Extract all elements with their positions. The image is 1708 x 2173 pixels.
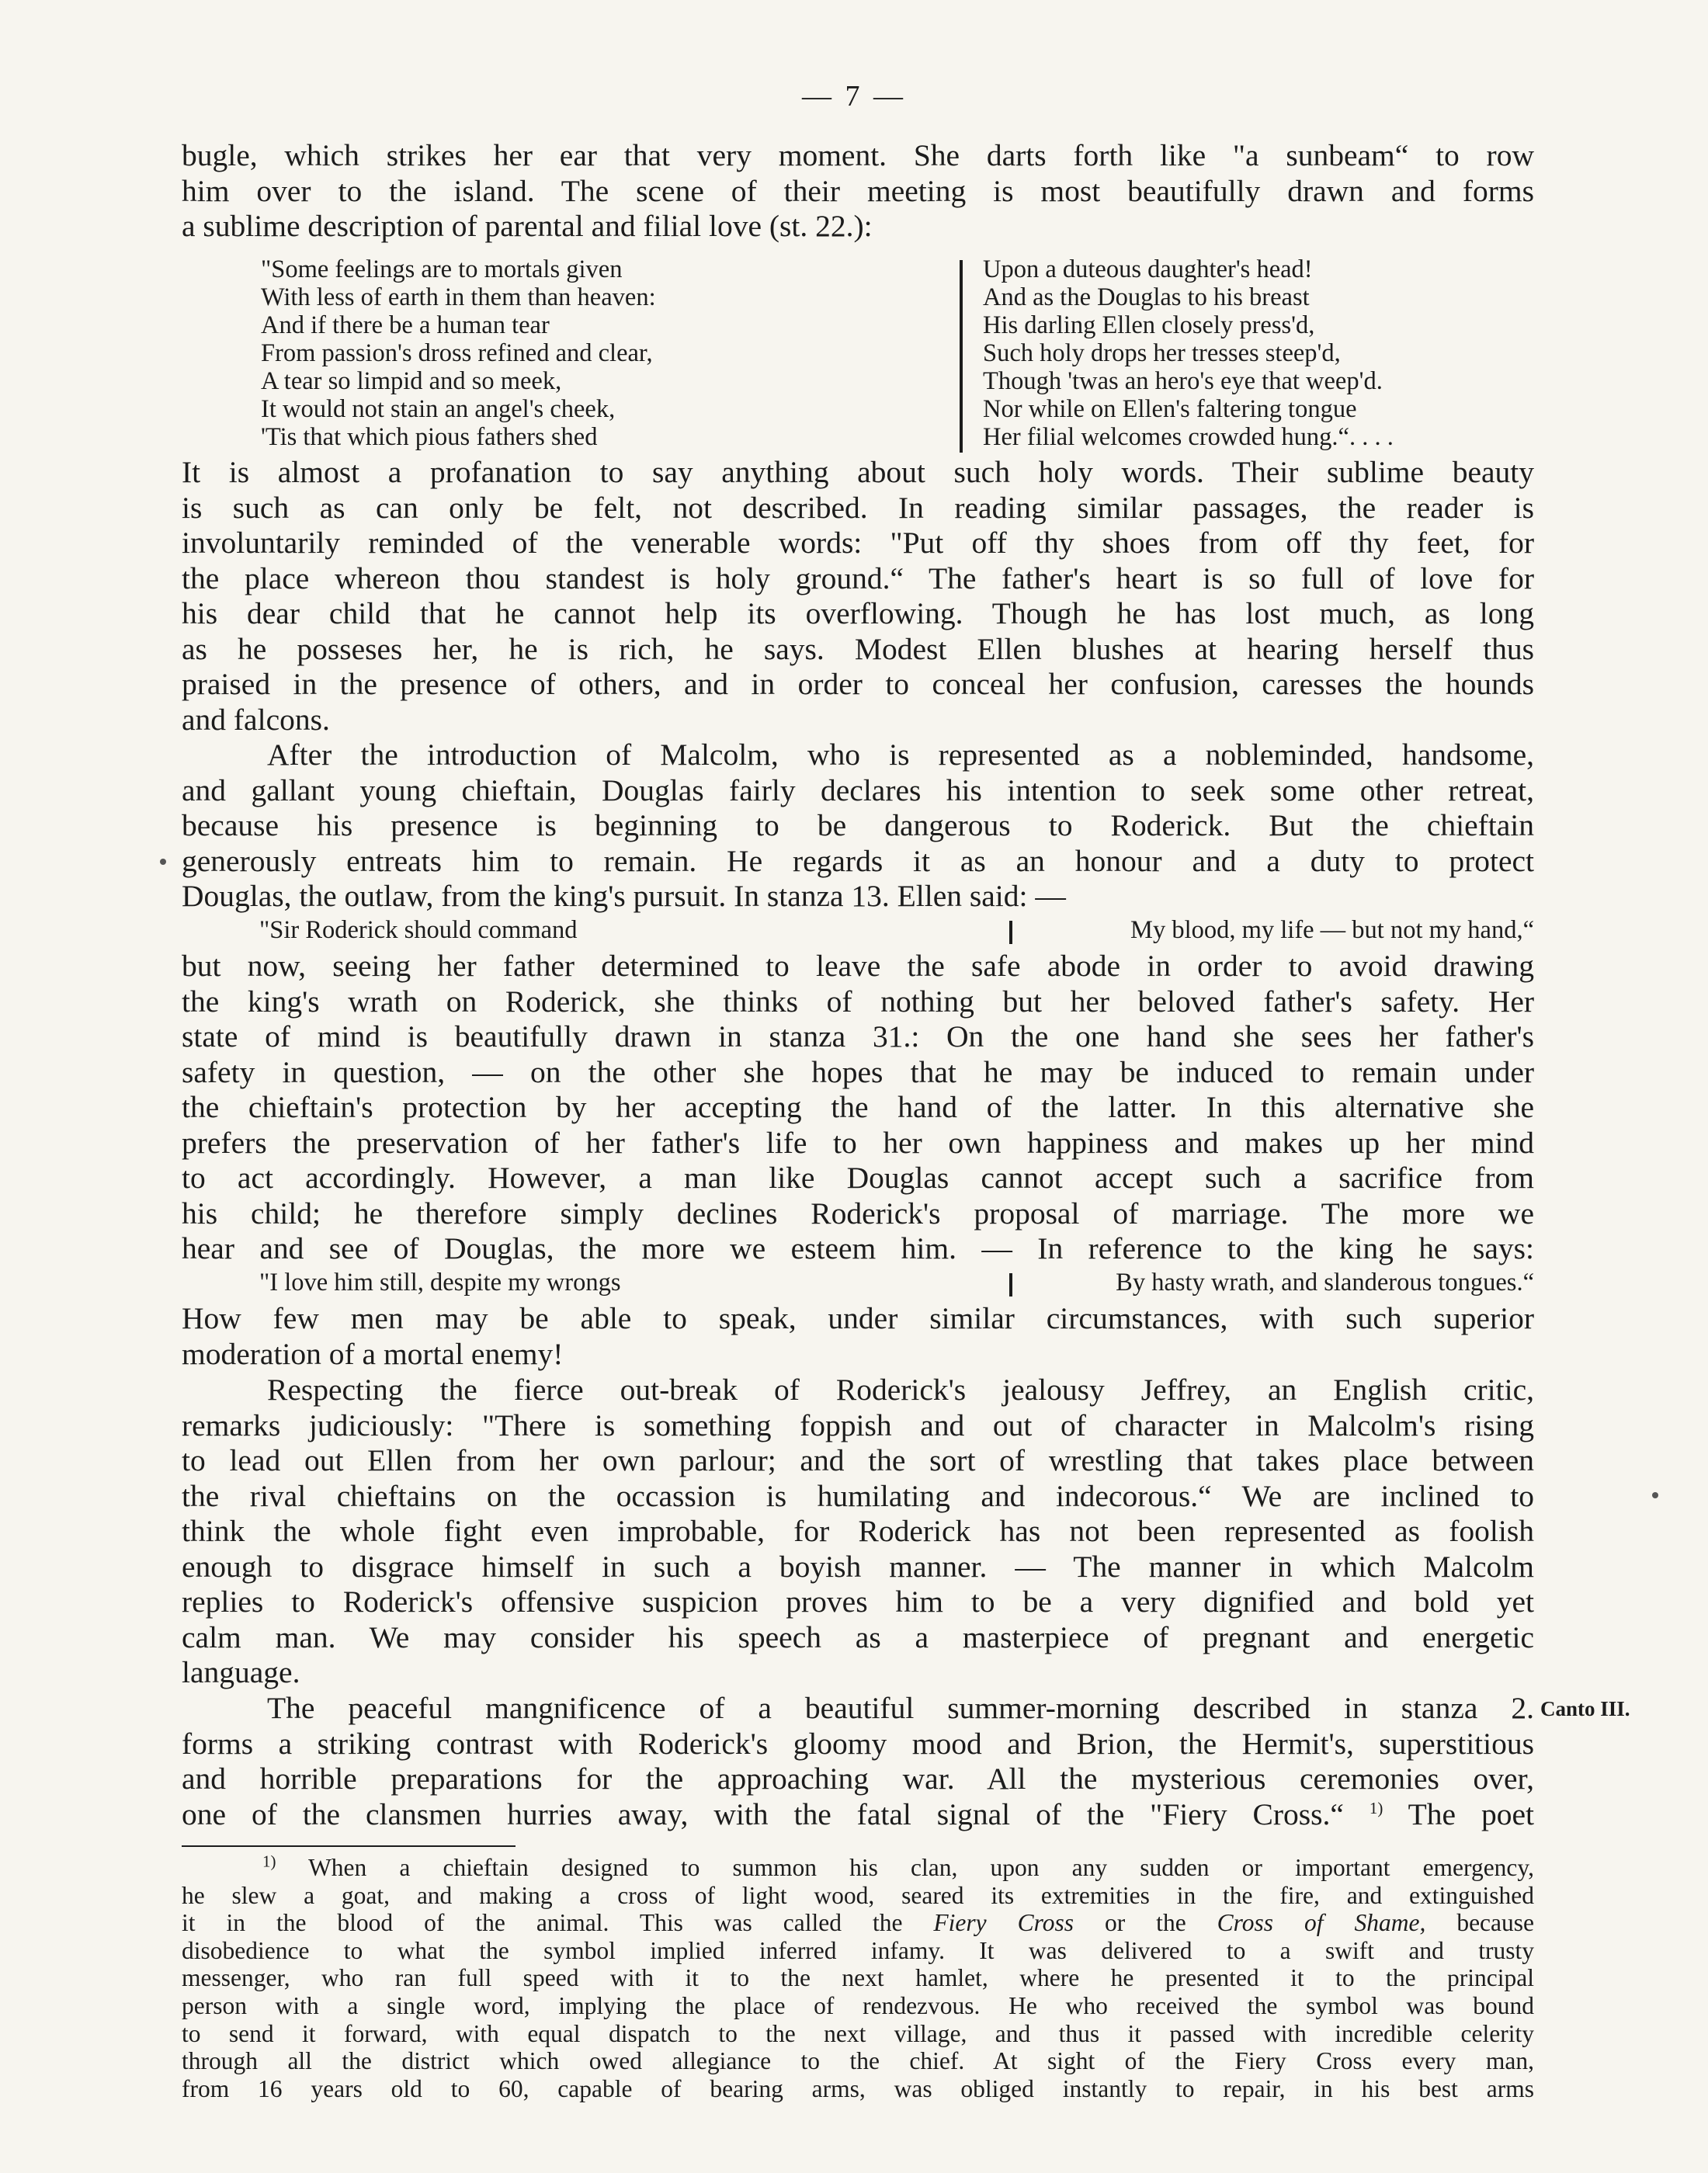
text-line: The peaceful mangnificence of a beautiful summer-morning described in stanza 2. <box>267 1691 1534 1725</box>
verse-line: Upon a duteous daughter's head! <box>983 255 1313 283</box>
print-speck <box>1652 1492 1658 1498</box>
footnote-line: disobedience to what the symbol implied inferred infamy. It was delivered to a swift and trusty <box>182 1936 1534 1964</box>
footnote <box>182 1854 1534 2102</box>
footnote-italic-term: Fiery Cross <box>933 1909 1074 1937</box>
text-line: safety in question, — on the other she hopes that he may be induced to remain under <box>182 1054 1534 1089</box>
verse-line: With less of earth in them than heaven: <box>261 283 656 311</box>
verse-line: And if there be a human tear <box>261 311 550 339</box>
page-number: — 7 — <box>802 80 906 113</box>
text-line: remarks judiciously: "There is something foppish and out of character in Malcolm's rising <box>182 1408 1534 1442</box>
footnote-line: person with a single word, implying the place of rendezvous. He who received the symbol was bound <box>182 1991 1534 2019</box>
text-line: bugle, which strikes her ear that very moment. She darts forth like "a sunbeam“ to row <box>182 138 1534 172</box>
verse-line: 'Tis that which pious fathers shed <box>261 423 598 451</box>
quoted-couplet-1 <box>182 915 1534 946</box>
verse-left-column <box>261 255 656 451</box>
footnote-marker: 1) <box>262 1852 276 1871</box>
footnote-text: or the <box>1104 1909 1186 1937</box>
paragraph-5 <box>182 1301 1534 1372</box>
footnote-separator <box>182 1845 516 1847</box>
footnote-text: When a chieftain designed to summon his clan, upon any sudden or important emergency, <box>308 1854 1534 1881</box>
print-speck <box>160 859 166 865</box>
text-line: a sublime description of parental and filial love (st. 22.): <box>182 209 873 243</box>
verse-line: Her filial welcomes crowded hung.“. . . . <box>983 423 1394 451</box>
couplet-divider <box>1009 921 1012 944</box>
verse-line: Nor while on Ellen's faltering tongue <box>983 395 1357 423</box>
text-line: the chieftain's protection by her accepting the hand of the latter. In this alternative she <box>182 1090 1534 1124</box>
verse-line: "Some feelings are to mortals given <box>261 255 623 283</box>
text-line: his child; he therefore simply declines Roderick's proposal of marriage. The more we <box>182 1196 1534 1231</box>
paragraph-2 <box>182 455 1534 738</box>
text-line: Douglas, the outlaw, from the king's pursuit. In stanza 13. Ellen said: — <box>182 879 1066 913</box>
verse-line: Though 'twas an hero's eye that weep'd. <box>983 367 1383 395</box>
verse-column-divider <box>960 260 963 453</box>
footnote-line: to send it forward, with equal dispatch to the next village, and thus it passed with incredible celerity <box>182 2019 1534 2047</box>
footnote-line: messenger, who ran full speed with it to the next hamlet, where he presented it to the principal <box>182 1964 1534 1992</box>
footnote-line: from 16 years old to 60, capable of bearing arms, was obliged instantly to repair, in his best arms <box>182 2074 1534 2102</box>
verse-line: His darling Ellen closely press'd, <box>983 311 1315 339</box>
text-line: calm man. We may consider his speech as a masterpiece of pregnant and energetic <box>182 1619 1534 1654</box>
text-line <box>182 1797 1534 1833</box>
couplet-second-half: By hasty wrath, and slanderous tongues.“ <box>1116 1269 1534 1297</box>
text-line: praised in the presence of others, and in order to conceal her confusion, caresses the hounds <box>182 667 1534 701</box>
text-line: state of mind is beautifully drawn in stanza 31.: On the one hand she sees her father's <box>182 1019 1534 1054</box>
couplet-divider <box>1009 1273 1012 1297</box>
paragraph-1 <box>182 138 1534 245</box>
text-line: him over to the island. The scene of their meeting is most beautifully drawn and forms <box>182 173 1534 208</box>
paragraph-6 <box>182 1373 1534 1691</box>
text-line: because his presence is beginning to be dangerous to Roderick. But the chieftain <box>182 808 1534 842</box>
text-line: forms a striking contrast with Roderick's gloomy mood and Brion, the Hermit's, superstitious <box>182 1726 1534 1761</box>
couplet-first-half: "I love him still, despite my wrongs <box>259 1269 621 1297</box>
footnote-line: through all the district which owed allegiance to the chief. At sight of the Fiery Cross every man, <box>182 2047 1534 2075</box>
text-line: After the introduction of Malcolm, who is represented as a nobleminded, handsome, <box>267 738 1534 772</box>
verse-right-column <box>983 255 1394 451</box>
verse-quotation <box>182 255 1534 451</box>
footnote-text: because <box>1456 1909 1535 1937</box>
text-line: It is almost a profanation to say anything about such holy words. Their sublime beauty <box>182 455 1534 489</box>
text-line: his dear child that he cannot help its overflowing. Though he has lost much, as long <box>182 596 1534 630</box>
verse-line: It would not stain an angel's cheek, <box>261 395 616 423</box>
paragraph-4 <box>182 949 1534 1267</box>
text-line-segment: one of the clansmen hurries away, with the fatal signal of the "Fiery Cross.“ <box>182 1796 1344 1831</box>
verse-line: From passion's dross refined and clear, <box>261 339 653 367</box>
text-line: generously entreats him to remain. He regards it as an honour and a duty to protect <box>182 843 1534 878</box>
text-line: enough to disgrace himself in such a boyish manner. — The manner in which Malcolm <box>182 1549 1534 1584</box>
footnote-text: it in the blood of the animal. This was called the <box>182 1909 903 1937</box>
text-line: the place whereon thou standest is holy ground.“ The father's heart is so full of love for <box>182 561 1534 595</box>
paragraph-3 <box>182 738 1534 915</box>
quoted-couplet-2 <box>182 1267 1534 1298</box>
text-line: prefers the preservation of her father's life to her own happiness and makes up her mind <box>182 1125 1534 1160</box>
text-line: language. <box>182 1655 300 1689</box>
text-line: How few men may be able to speak, under similar circumstances, with such superior <box>182 1301 1534 1335</box>
text-line: is such as can only be felt, not described. In reading similar passages, the reader is <box>182 490 1534 525</box>
text-line: replies to Roderick's offensive suspicion proves him to be a very dignified and bold yet <box>182 1585 1534 1619</box>
text-line: to lead out Ellen from her own parlour; and the sort of wrestling that takes place between <box>182 1443 1534 1477</box>
text-line: the rival chieftains on the occassion is humilating and indecorous.“ We are inclined to <box>182 1478 1534 1513</box>
couplet-second-half: My blood, my life — but not my hand,“ <box>1130 916 1534 944</box>
couplet-first-half: "Sir Roderick should command <box>259 916 578 944</box>
footnote-italic-term: Cross of Shame, <box>1217 1909 1426 1937</box>
margin-note-canto: Canto III. <box>1540 1697 1630 1720</box>
text-line: moderation of a mortal enemy! <box>182 1336 564 1371</box>
text-line: the king's wrath on Roderick, she thinks of nothing but her beloved father's safety. Her <box>182 984 1534 1019</box>
verse-line: A tear so limpid and so meek, <box>261 367 562 395</box>
paragraph-7 <box>182 1691 1534 1832</box>
text-line-segment: The poet <box>1408 1796 1535 1831</box>
text-line: involuntarily reminded of the venerable words: "Put off thy shoes from off thy feet, for <box>182 526 1534 560</box>
footnote-line <box>182 1909 1534 1937</box>
text-line: Respecting the fierce out-break of Roderick's jealousy Jeffrey, an English critic, <box>267 1373 1534 1407</box>
text-line: and horrible preparations for the approaching war. All the mysterious ceremonies over, <box>182 1762 1534 1796</box>
text-line: think the whole fight even improbable, for Roderick has not been represented as foolish <box>182 1514 1534 1548</box>
text-line: to act accordingly. However, a man like Douglas cannot accept such a sacrifice from <box>182 1161 1534 1195</box>
footnote-line: he slew a goat, and making a cross of light wood, seared its extremities in the fire, and extinguished <box>182 1881 1534 1909</box>
text-line: and gallant young chieftain, Douglas fairly declares his intention to seek some other retreat, <box>182 772 1534 807</box>
footnote-line <box>182 1854 1534 1882</box>
footnote-reference: 1) <box>1369 1798 1383 1817</box>
text-line: hear and see of Douglas, the more we esteem him. — In reference to the king he says: <box>182 1231 1534 1265</box>
verse-line: And as the Douglas to his breast <box>983 283 1310 311</box>
text-line: as he posseses her, he is rich, he says. Modest Ellen blushes at hearing herself thus <box>182 631 1534 666</box>
text-line: but now, seeing her father determined to leave the safe abode in order to avoid drawing <box>182 949 1534 983</box>
verse-line: Such holy drops her tresses steep'd, <box>983 339 1341 367</box>
text-line: and falcons. <box>182 702 330 737</box>
